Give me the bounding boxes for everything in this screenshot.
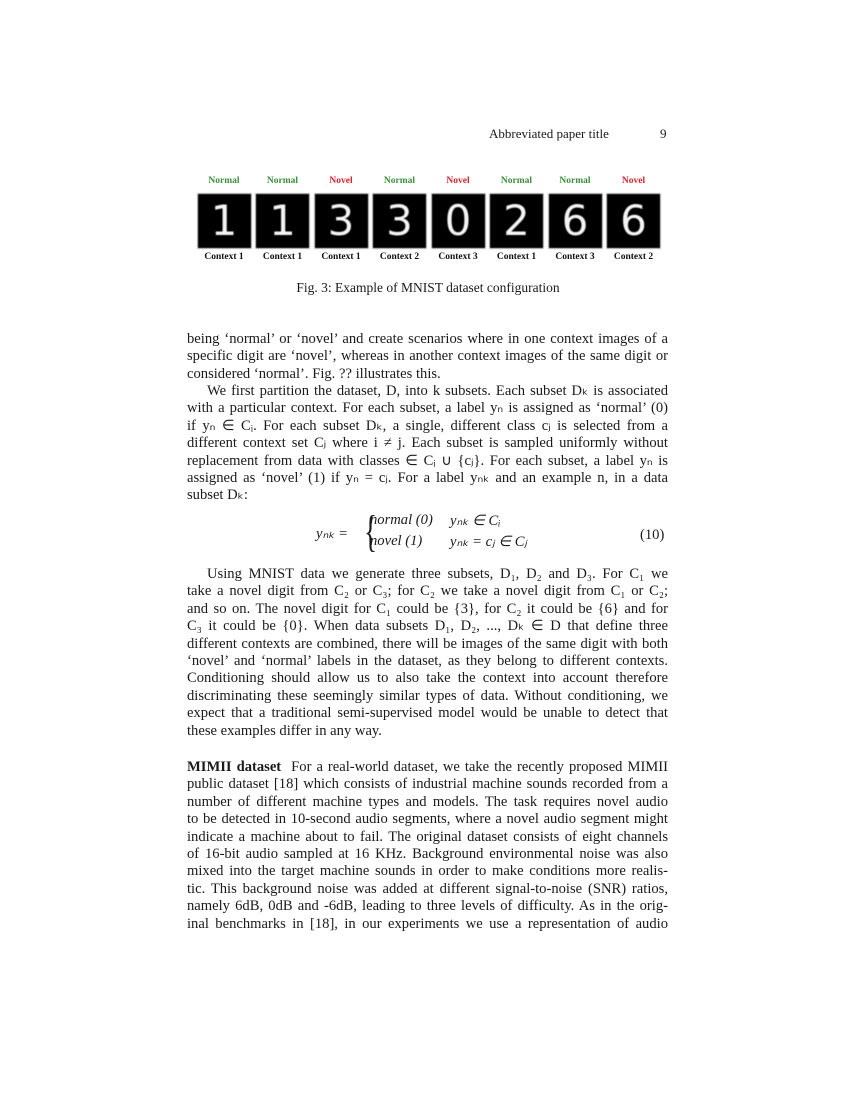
mnist-tile bbox=[489, 174, 545, 262]
eq-lhs: yₙₖ = bbox=[316, 526, 349, 542]
digit-image: 2 bbox=[489, 193, 544, 249]
mimii-heading: MIMII dataset bbox=[187, 759, 282, 775]
digit-image: 6 bbox=[606, 193, 661, 249]
digit-image: 1 bbox=[255, 193, 310, 249]
context-label: Context 1 bbox=[204, 252, 244, 262]
eq-case2: novel (1) bbox=[370, 533, 423, 549]
eq-cond2: yₙₖ = cⱼ ∈ Cⱼ bbox=[450, 534, 527, 550]
status-label: Novel bbox=[621, 176, 646, 186]
mnist-tile bbox=[255, 174, 311, 262]
text-line: indicate a machine about to fail. The original dataset consists of eight channels bbox=[187, 828, 668, 845]
status-label: Normal bbox=[208, 176, 240, 186]
text-line: discriminating these seemingly similar types of data. Without conditioning, we bbox=[187, 687, 668, 704]
text-line: number of different machine types and models. The task requires novel audio bbox=[187, 793, 668, 810]
text-line: We first partition the dataset, D, into k subsets. Each subset Dₖ is associated bbox=[207, 383, 668, 399]
digit-image: 3 bbox=[372, 193, 427, 249]
text-line: take a novel digit from C₂ or C₃; for C₂ we take a novel digit from C₁ or C₂; bbox=[187, 583, 668, 600]
context-label: Context 1 bbox=[262, 252, 303, 262]
status-label: Normal bbox=[559, 176, 591, 186]
text-line: specific digit are ‘novel’, whereas in another context images of the same digit or bbox=[187, 348, 668, 365]
text-line: Using MNIST data we generate three subsets, D₁, D₂ and D₃. For C₁ we bbox=[207, 566, 668, 582]
text-line: namely 6dB, 0dB and -6dB, leading to three levels of difficulty. As in the orig- bbox=[187, 898, 668, 915]
mnist-tile bbox=[606, 174, 662, 262]
mnist-tile bbox=[372, 174, 428, 262]
text-line: considered ‘normal’. Fig. ?? illustrates this. bbox=[187, 365, 441, 382]
text-line: with a particular context. For each subset, a label yₙ is assigned as ‘normal’ (0) bbox=[187, 400, 668, 417]
text-line: expect that a traditional semi-supervised model would be unable to detect that bbox=[187, 705, 668, 722]
text-line: if yₙ ∈ Cᵢ. For each subset Dₖ, a single, different class cⱼ is selected from a bbox=[187, 417, 668, 434]
brace: { bbox=[364, 507, 377, 556]
text-line: subset Dₖ: bbox=[187, 487, 248, 504]
status-label: Normal bbox=[500, 176, 533, 186]
running-title: Abbreviated paper title bbox=[489, 126, 609, 141]
status-label: Novel bbox=[446, 176, 470, 186]
context-label: Context 1 bbox=[321, 252, 361, 262]
text-line: C₃ it could be {0}. When data subsets D₁, D₂, ..., Dₖ ∈ D that define three bbox=[187, 618, 668, 635]
eq-cond1: yₙₖ ∈ Cᵢ bbox=[450, 513, 501, 529]
text-line: Conditioning should allow us to also take the context into account therefore bbox=[187, 670, 668, 687]
digit-image: 1 bbox=[197, 193, 252, 249]
context-label: Context 3 bbox=[438, 252, 478, 262]
page-number: 9 bbox=[660, 126, 667, 141]
digit-image: 0 bbox=[431, 193, 486, 249]
context-label: Context 1 bbox=[496, 252, 537, 262]
mnist-tile bbox=[313, 174, 369, 262]
text-line: mixed into the target machine sounds in order to make conditions more realis- bbox=[187, 863, 668, 880]
status-label: Normal bbox=[383, 176, 416, 186]
text-line: different contexts are combined, there will be images of the same digit with both bbox=[187, 635, 668, 652]
text-line: being ‘normal’ or ‘novel’ and create scenarios where in one context images of a bbox=[187, 331, 668, 347]
equation-number: (10) bbox=[640, 527, 665, 543]
text-line: ‘novel’ and ‘normal’ labels in the dataset, as they belong to different contexts. bbox=[187, 653, 668, 669]
text-line: to be detected in 10-second audio segments, where a novel audio segment might bbox=[187, 811, 668, 828]
text-line: these examples differ in any way. bbox=[187, 722, 382, 739]
text-line: and so on. The novel digit for C₁ could be {3}, for C₂ it could be {6} and for bbox=[187, 600, 668, 617]
eq-case1: normal (0) bbox=[370, 512, 433, 528]
text-line: public dataset [18] which consists of industrial machine sounds recorded from a bbox=[187, 776, 668, 793]
digit-image: 3 bbox=[314, 193, 369, 249]
context-label: Context 3 bbox=[555, 252, 595, 262]
text-line: replacement from data with classes ∈ Cᵢ ∪ {cⱼ}. For each subset, a label yₙ is bbox=[187, 452, 668, 469]
text-line: of 16-bit audio sampled at 16 KHz. Background environmental noise was also bbox=[187, 846, 668, 862]
mnist-figure bbox=[196, 174, 668, 264]
text-line: assigned as ‘novel’ (1) if yₙ = cⱼ. For a label yₙₖ and an example n, in a data bbox=[187, 470, 668, 486]
figure-caption: Fig. 3: Example of MNIST dataset configuration bbox=[296, 280, 560, 295]
text-line: different context set Cⱼ where i ≠ j. Each subset is sampled uniformly without bbox=[187, 435, 668, 452]
context-label: Context 2 bbox=[613, 252, 654, 262]
context-label: Context 2 bbox=[379, 252, 420, 262]
mnist-tile bbox=[196, 174, 252, 262]
status-label: Normal bbox=[266, 176, 299, 186]
mimii-first-line bbox=[187, 759, 668, 776]
text-line: For a real-world dataset, we take the recently proposed MIMII bbox=[291, 759, 668, 775]
status-label: Novel bbox=[329, 176, 353, 186]
text-line: tic. This background noise was added at different signal-to-noise (SNR) ratios, bbox=[187, 880, 668, 897]
text-line: inal benchmarks in [18], in our experiments we use a representation of audio bbox=[187, 915, 668, 932]
mnist-tile bbox=[430, 174, 486, 262]
mnist-tile bbox=[547, 174, 603, 262]
digit-image: 6 bbox=[548, 193, 603, 249]
